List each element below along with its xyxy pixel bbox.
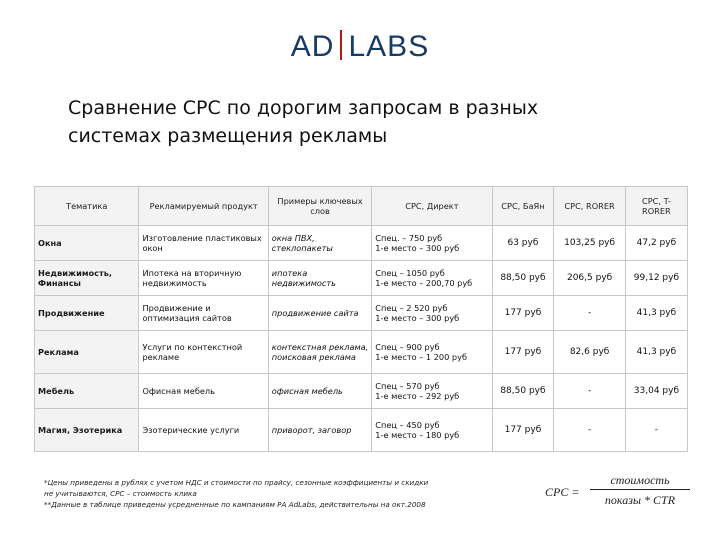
cell-keywords: приворот, заговор xyxy=(268,409,372,452)
cell-cpc-bayan: 177 руб xyxy=(492,409,554,452)
formula-denominator: показы * CTR xyxy=(604,493,676,507)
cell-cpc-bayan: 63 руб xyxy=(492,226,554,261)
cell-product: Ипотека на вторичную недвижимость xyxy=(139,261,268,296)
header-cpc-bayan: CPC, БаЯн xyxy=(492,187,554,226)
header-keywords: Примеры ключевых слов xyxy=(268,187,372,226)
table-row xyxy=(35,331,688,374)
cell-cpc-rorer: - xyxy=(554,296,625,331)
cpc-formula xyxy=(545,473,695,513)
cell-product: Эзотерические услуги xyxy=(139,409,268,452)
cell-topic: Продвижение xyxy=(35,296,139,331)
cell-topic: Мебель xyxy=(35,374,139,409)
table-row xyxy=(35,409,688,452)
cell-product: Офисная мебель xyxy=(139,374,268,409)
table-row xyxy=(35,226,688,261)
header-product: Рекламируемый продукт xyxy=(139,187,268,226)
footnotes xyxy=(44,477,534,510)
cell-cpc-rorer: - xyxy=(554,409,625,452)
cell-cpc-direct: Спец – 2 520 руб 1-е место – 300 руб xyxy=(372,296,492,331)
cell-topic: Магия, Эзотерика xyxy=(35,409,139,452)
cell-cpc-t-rorer: 41,3 руб xyxy=(625,296,687,331)
cell-cpc-rorer: 103,25 руб xyxy=(554,226,625,261)
cell-keywords: окна ПВХ, стеклопакеты xyxy=(268,226,372,261)
logo-separator xyxy=(340,30,342,60)
logo-left: AD xyxy=(290,30,335,63)
cell-cpc-direct: Спец – 900 руб 1-е место – 1 200 руб xyxy=(372,331,492,374)
cell-cpc-bayan: 177 руб xyxy=(492,296,554,331)
cell-product: Изготовление пластиковых окон xyxy=(139,226,268,261)
cell-keywords: ипотека недвижимость xyxy=(268,261,372,296)
cell-cpc-bayan: 177 руб xyxy=(492,331,554,374)
header-topic: Тематика xyxy=(35,187,139,226)
cell-cpc-rorer: 206,5 руб xyxy=(554,261,625,296)
cell-cpc-t-rorer: 47,2 руб xyxy=(625,226,687,261)
title-line-2: системах размещения рекламы xyxy=(68,125,388,147)
table-row xyxy=(35,261,688,296)
footnote-line-3: **Данные в таблице приведены усредненные по кампаниям РА AdLabs, действительны на окт.2008 xyxy=(44,500,426,509)
title-line-1: Сравнение CPC по дорогим запросам в разных xyxy=(68,97,539,119)
cell-cpc-bayan: 88,50 руб xyxy=(492,374,554,409)
cell-cpc-t-rorer: 99,12 руб xyxy=(625,261,687,296)
logo-right: LABS xyxy=(348,30,430,63)
cell-keywords: продвижение сайта xyxy=(268,296,372,331)
cell-cpc-t-rorer: 33,04 руб xyxy=(625,374,687,409)
cell-cpc-bayan: 88,50 руб xyxy=(492,261,554,296)
cell-cpc-direct: Спец – 450 руб 1-е место – 180 руб xyxy=(372,409,492,452)
cell-keywords: контекстная реклама, поисковая реклама xyxy=(268,331,372,374)
adlabs-logo xyxy=(0,30,720,64)
cell-cpc-rorer: - xyxy=(554,374,625,409)
formula-fraction-bar xyxy=(590,489,690,490)
table-row xyxy=(35,296,688,331)
footnote-line-1: *Цены приведены в рублях с учетом НДС и стоимости по прайсу, сезонные коэффициенты и скидки xyxy=(44,478,429,487)
footnote-line-2: не учитываются, CPC – стоимость клика xyxy=(44,489,197,498)
cell-keywords: офисная мебель xyxy=(268,374,372,409)
cell-product: Услуги по контекстной рекламе xyxy=(139,331,268,374)
formula-lhs: CPC = xyxy=(545,485,580,499)
cell-topic: Недвижимость, Финансы xyxy=(35,261,139,296)
table-row xyxy=(35,374,688,409)
cpc-comparison-table xyxy=(34,186,688,452)
cell-cpc-t-rorer: 41,3 руб xyxy=(625,331,687,374)
cell-topic: Окна xyxy=(35,226,139,261)
cell-topic: Реклама xyxy=(35,331,139,374)
formula-numerator: стоимость xyxy=(610,473,670,487)
cell-cpc-direct: Спец – 570 руб 1-е место – 292 руб xyxy=(372,374,492,409)
header-cpc-t-rorer: CPC, T-RORER xyxy=(625,187,687,226)
cell-product: Продвижение и оптимизация сайтов xyxy=(139,296,268,331)
table-header-row xyxy=(35,187,688,226)
page-title xyxy=(68,94,668,150)
header-cpc-direct: CPC, Директ xyxy=(372,187,492,226)
cell-cpc-direct: Спец – 1050 руб 1-е место – 200,70 руб xyxy=(372,261,492,296)
cell-cpc-t-rorer: - xyxy=(625,409,687,452)
cell-cpc-direct: Спец. – 750 руб 1-е место – 300 руб xyxy=(372,226,492,261)
cell-cpc-rorer: 82,6 руб xyxy=(554,331,625,374)
header-cpc-rorer: CPC, RORER xyxy=(554,187,625,226)
